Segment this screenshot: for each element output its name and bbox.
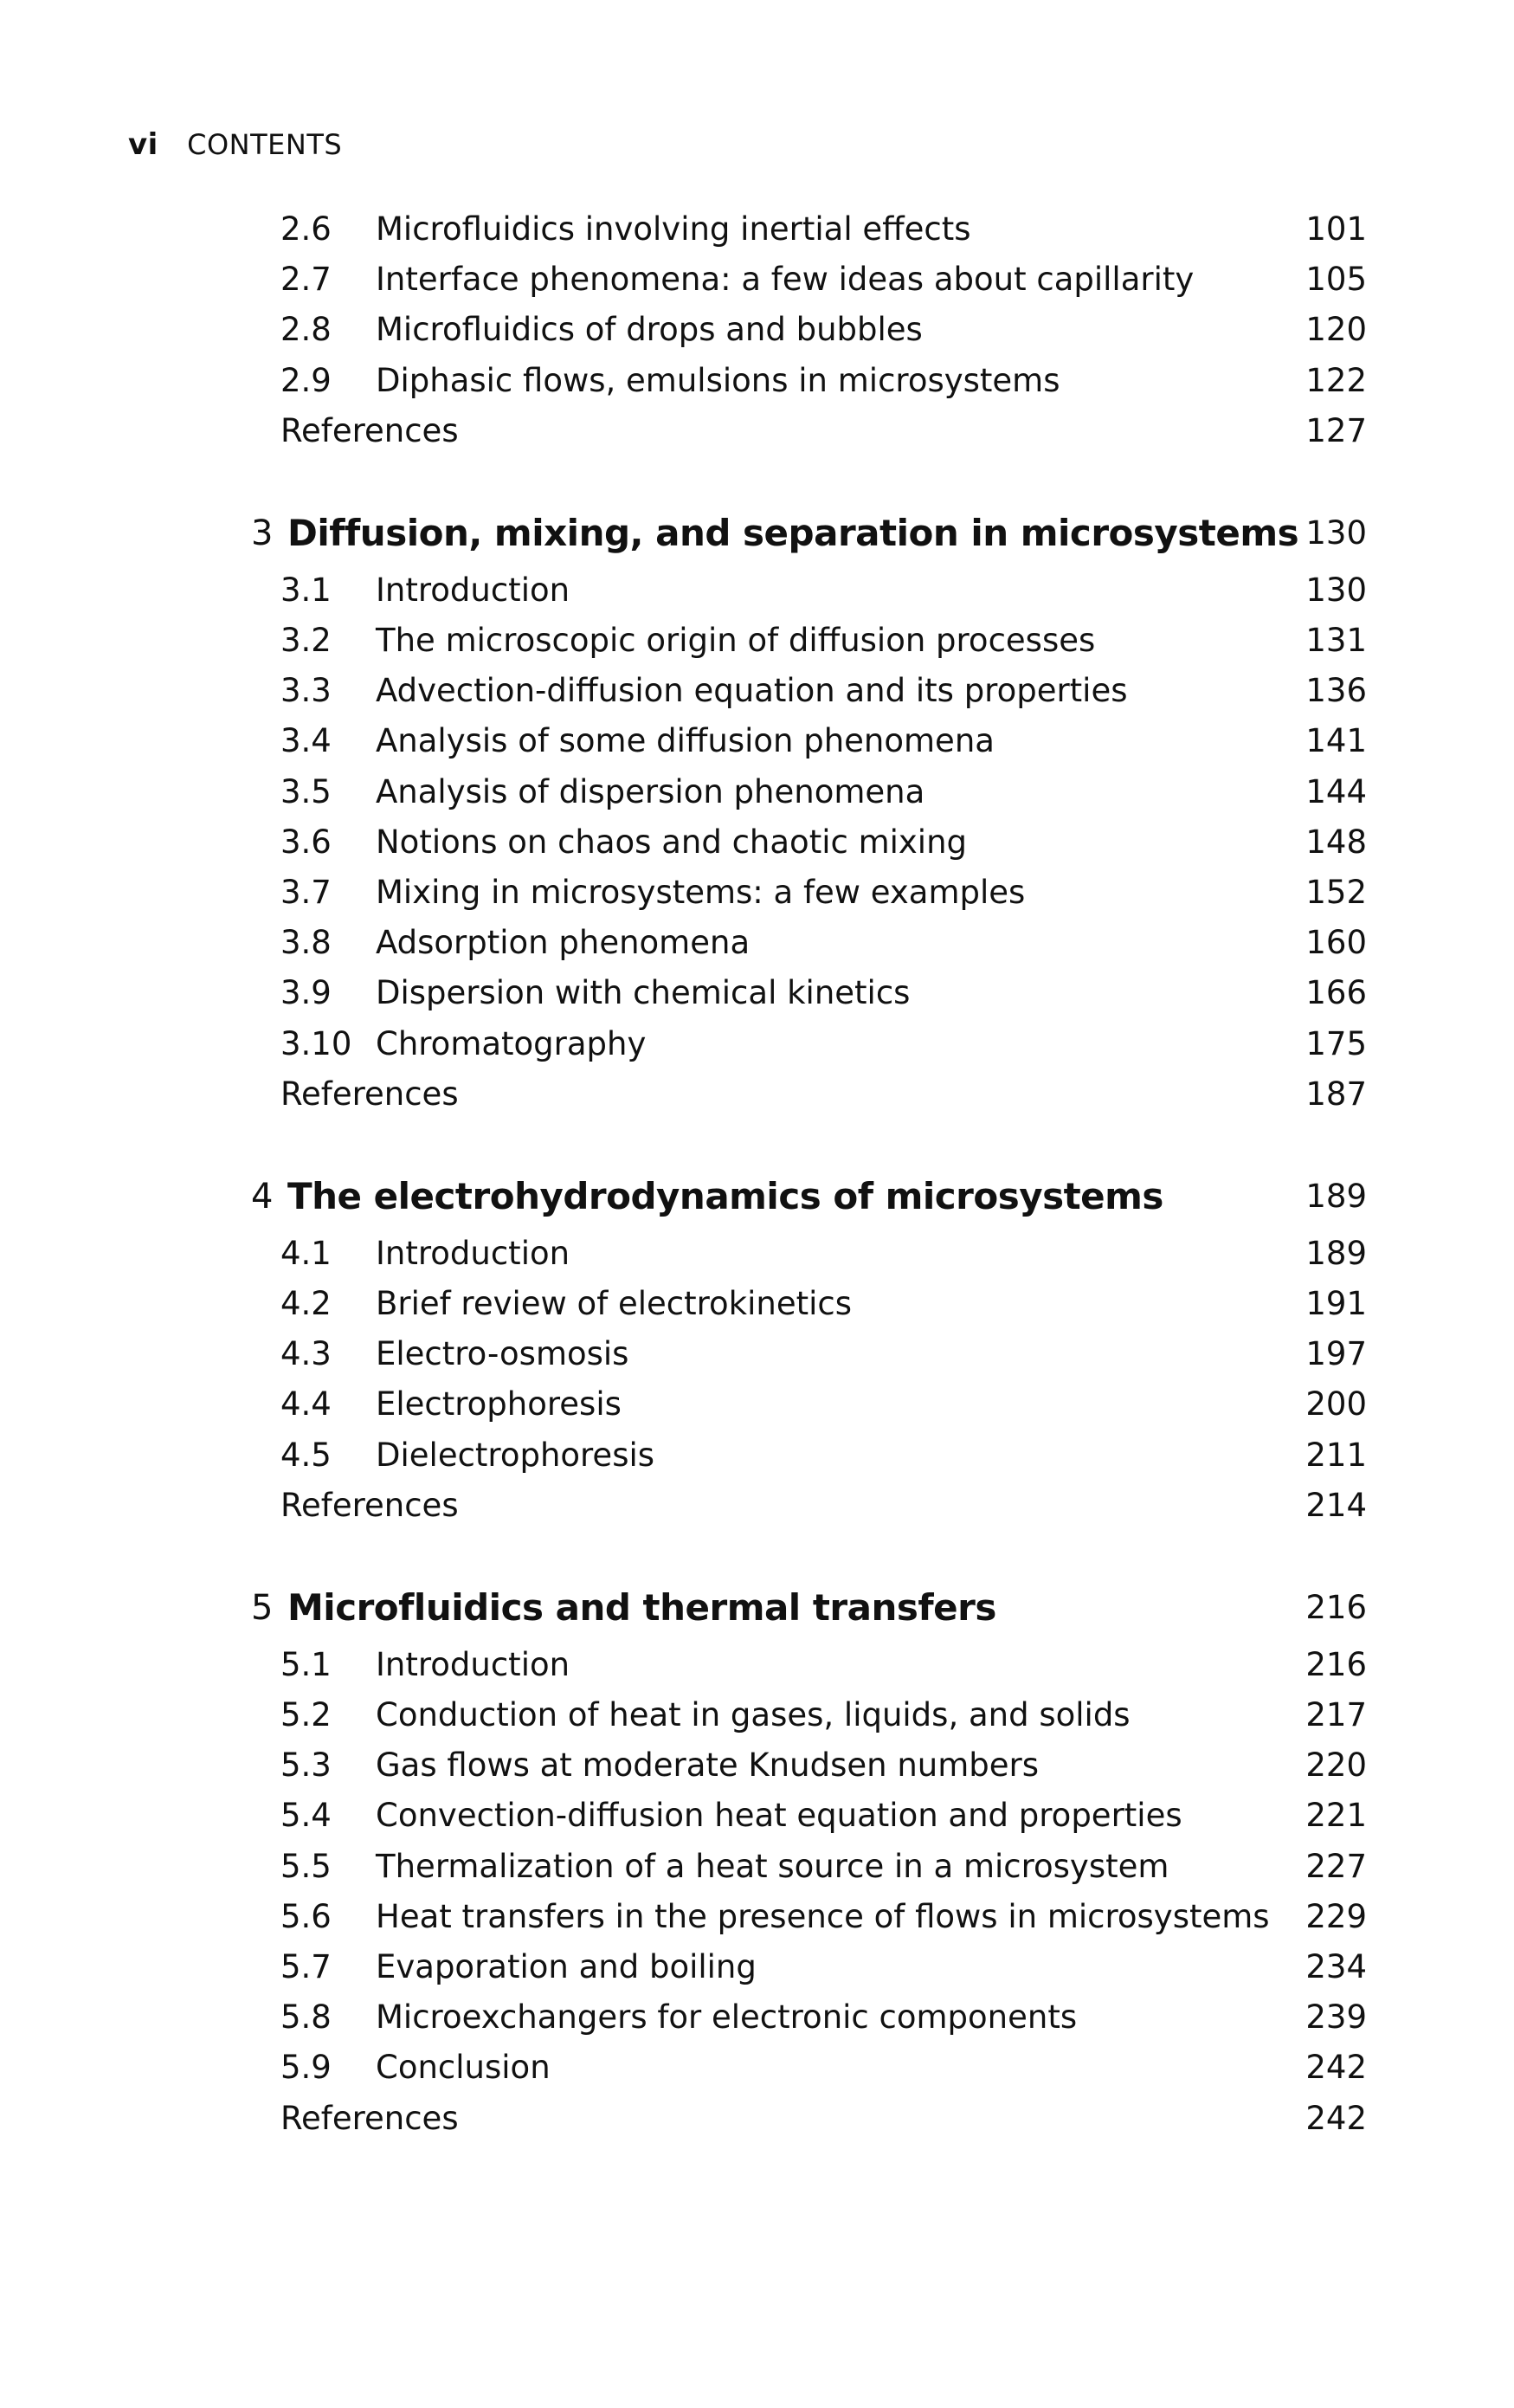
page-number: 227 — [1305, 1847, 1367, 1885]
toc-entry — [0, 1743, 1514, 1788]
toc-references — [0, 2096, 1514, 2141]
section-title: Analysis of some diffusion phenomena — [376, 722, 995, 760]
page-number: 175 — [1305, 1024, 1367, 1062]
section-title: Introduction — [376, 1645, 570, 1683]
section-number: 5.3 — [280, 1746, 332, 1785]
section-title: Dielectrophoresis — [376, 1436, 655, 1474]
page-number: 217 — [1305, 1696, 1367, 1733]
toc-references — [0, 409, 1514, 454]
section-number: 3.2 — [280, 622, 332, 659]
section-number: 4.5 — [280, 1436, 332, 1474]
page-number: 166 — [1305, 974, 1367, 1012]
page-number: 211 — [1305, 1436, 1367, 1474]
page-number: 191 — [1305, 1285, 1367, 1322]
chapter-heading — [0, 1582, 1514, 1634]
section-title: Thermalization of a heat source in a microsystem — [376, 1847, 1169, 1885]
section-title: Mixing in microsystems: a few examples — [376, 874, 1026, 911]
toc-entry — [0, 1433, 1514, 1478]
section-title: Notions on chaos and chaotic mixing — [376, 823, 968, 861]
section-number: 3.4 — [280, 722, 332, 760]
toc-entry — [0, 207, 1514, 252]
toc-entry — [0, 1895, 1514, 1940]
toc-entry — [0, 870, 1514, 915]
page-number: 187 — [1305, 1075, 1367, 1113]
page-number: 216 — [1305, 1645, 1367, 1683]
toc-entry — [0, 307, 1514, 352]
section-title: Adsorption phenomena — [376, 924, 751, 962]
running-head — [128, 124, 342, 165]
page-number: 136 — [1305, 672, 1367, 710]
toc-entry — [0, 1693, 1514, 1738]
page-number: 234 — [1305, 1948, 1367, 1985]
running-head-label: CONTENTS — [187, 128, 343, 161]
toc-entry — [0, 1945, 1514, 1990]
toc-entry — [0, 920, 1514, 965]
section-title: Convection-diffusion heat equation and properties — [376, 1797, 1182, 1835]
references-label: References — [280, 2099, 459, 2137]
page-number: 221 — [1305, 1797, 1367, 1835]
section-number: 2.7 — [280, 261, 332, 299]
section-number: 4.4 — [280, 1385, 332, 1423]
toc-entry — [0, 1995, 1514, 2040]
chapter-title: Diffusion, mixing, and separation in microsystems — [287, 511, 1299, 554]
toc-entry — [0, 1793, 1514, 1838]
chapter-heading — [0, 507, 1514, 559]
section-number: 3.1 — [280, 571, 332, 609]
toc-entry — [0, 1281, 1514, 1327]
toc-entry — [0, 668, 1514, 713]
page-number: 189 — [1305, 1177, 1367, 1215]
chapter-number: 5 — [251, 1587, 274, 1628]
page-number: 220 — [1305, 1746, 1367, 1785]
section-number: 4.3 — [280, 1335, 332, 1373]
section-number: 5.9 — [280, 2049, 332, 2087]
section-title: Microfluidics involving inertial effects — [376, 210, 971, 248]
page-number: 242 — [1305, 2049, 1367, 2087]
page-number: 127 — [1305, 411, 1367, 449]
section-number: 3.8 — [280, 924, 332, 962]
page-number: 105 — [1305, 261, 1367, 299]
page-number: 152 — [1305, 874, 1367, 911]
section-title: Chromatography — [376, 1024, 647, 1062]
toc-entry — [0, 820, 1514, 865]
chapter-number: 4 — [251, 1176, 274, 1217]
toc-entry — [0, 1844, 1514, 1889]
section-title: Microexchangers for electronic components — [376, 1998, 1078, 2037]
page-number: 141 — [1305, 722, 1367, 760]
page-folio: vi — [128, 127, 158, 162]
section-number: 2.6 — [280, 210, 332, 248]
toc-entry — [0, 1332, 1514, 1377]
section-title: Evaporation and boiling — [376, 1948, 757, 1985]
page-number: 229 — [1305, 1897, 1367, 1935]
section-title: Brief review of electrokinetics — [376, 1285, 852, 1322]
page-number: 101 — [1305, 210, 1367, 248]
toc-entry — [0, 358, 1514, 403]
section-number: 3.7 — [280, 874, 332, 911]
page-number: 197 — [1305, 1335, 1367, 1373]
chapter-heading — [0, 1171, 1514, 1223]
page-number: 120 — [1305, 311, 1367, 349]
section-title: Conclusion — [376, 2049, 551, 2087]
section-title: Microfluidics of drops and bubbles — [376, 311, 923, 349]
page-number: 189 — [1305, 1234, 1367, 1272]
section-title: Introduction — [376, 1234, 570, 1272]
section-number: 5.5 — [280, 1847, 332, 1885]
section-title: Heat transfers in the presence of flows in microsystems — [376, 1897, 1270, 1935]
section-number: 3.9 — [280, 974, 332, 1012]
toc-entry — [0, 1231, 1514, 1276]
toc-entry — [0, 770, 1514, 815]
section-title: Introduction — [376, 571, 570, 609]
section-title: Electro-osmosis — [376, 1335, 629, 1373]
section-title: Dispersion with chemical kinetics — [376, 974, 911, 1012]
page-number: 122 — [1305, 361, 1367, 399]
page-number: 144 — [1305, 772, 1367, 810]
toc-entry — [0, 1643, 1514, 1688]
toc-entry — [0, 719, 1514, 764]
page-number: 200 — [1305, 1385, 1367, 1423]
page-number: 160 — [1305, 924, 1367, 962]
page-number: 130 — [1305, 571, 1367, 609]
chapter-number: 3 — [251, 513, 274, 553]
references-label: References — [280, 1075, 459, 1113]
section-number: 4.1 — [280, 1234, 332, 1272]
section-title: Gas flows at moderate Knudsen numbers — [376, 1746, 1039, 1785]
page-number: 148 — [1305, 823, 1367, 861]
toc-entry — [0, 1382, 1514, 1427]
chapter-title: The electrohydrodynamics of microsystems — [287, 1174, 1163, 1217]
section-title: Conduction of heat in gases, liquids, and solids — [376, 1696, 1131, 1733]
section-number: 5.6 — [280, 1897, 332, 1935]
section-title: Diphasic flows, emulsions in microsystems — [376, 361, 1060, 399]
toc-entry — [0, 568, 1514, 613]
page-number: 242 — [1305, 2099, 1367, 2137]
section-number: 4.2 — [280, 1285, 332, 1322]
section-title: Interface phenomena: a few ideas about capillarity — [376, 261, 1195, 299]
section-title: The microscopic origin of diffusion processes — [376, 622, 1096, 659]
section-number: 5.2 — [280, 1696, 332, 1733]
section-number: 5.7 — [280, 1948, 332, 1985]
section-number: 3.10 — [280, 1024, 352, 1062]
page-number: 130 — [1305, 513, 1367, 552]
section-title: Electrophoresis — [376, 1385, 622, 1423]
chapter-title: Microfluidics and thermal transfers — [287, 1585, 996, 1629]
toc-references — [0, 1072, 1514, 1117]
toc-entry — [0, 1022, 1514, 1067]
section-number: 5.1 — [280, 1645, 332, 1683]
section-title: Advection-diffusion equation and its properties — [376, 672, 1128, 710]
page-number: 131 — [1305, 622, 1367, 659]
section-number: 5.4 — [280, 1797, 332, 1835]
section-number: 3.6 — [280, 823, 332, 861]
toc-references — [0, 1483, 1514, 1528]
section-title: Analysis of dispersion phenomena — [376, 772, 925, 810]
section-number: 5.8 — [280, 1998, 332, 2037]
toc-entry — [0, 618, 1514, 663]
references-label: References — [280, 411, 459, 449]
page-number: 239 — [1305, 1998, 1367, 2037]
references-label: References — [280, 1486, 459, 1524]
toc-entry — [0, 257, 1514, 302]
section-number: 2.9 — [280, 361, 332, 399]
section-number: 3.5 — [280, 772, 332, 810]
section-number: 2.8 — [280, 311, 332, 349]
page-number: 214 — [1305, 1486, 1367, 1524]
toc-entry — [0, 2045, 1514, 2090]
page-number: 216 — [1305, 1588, 1367, 1626]
section-number: 3.3 — [280, 672, 332, 710]
toc-entry — [0, 971, 1514, 1016]
